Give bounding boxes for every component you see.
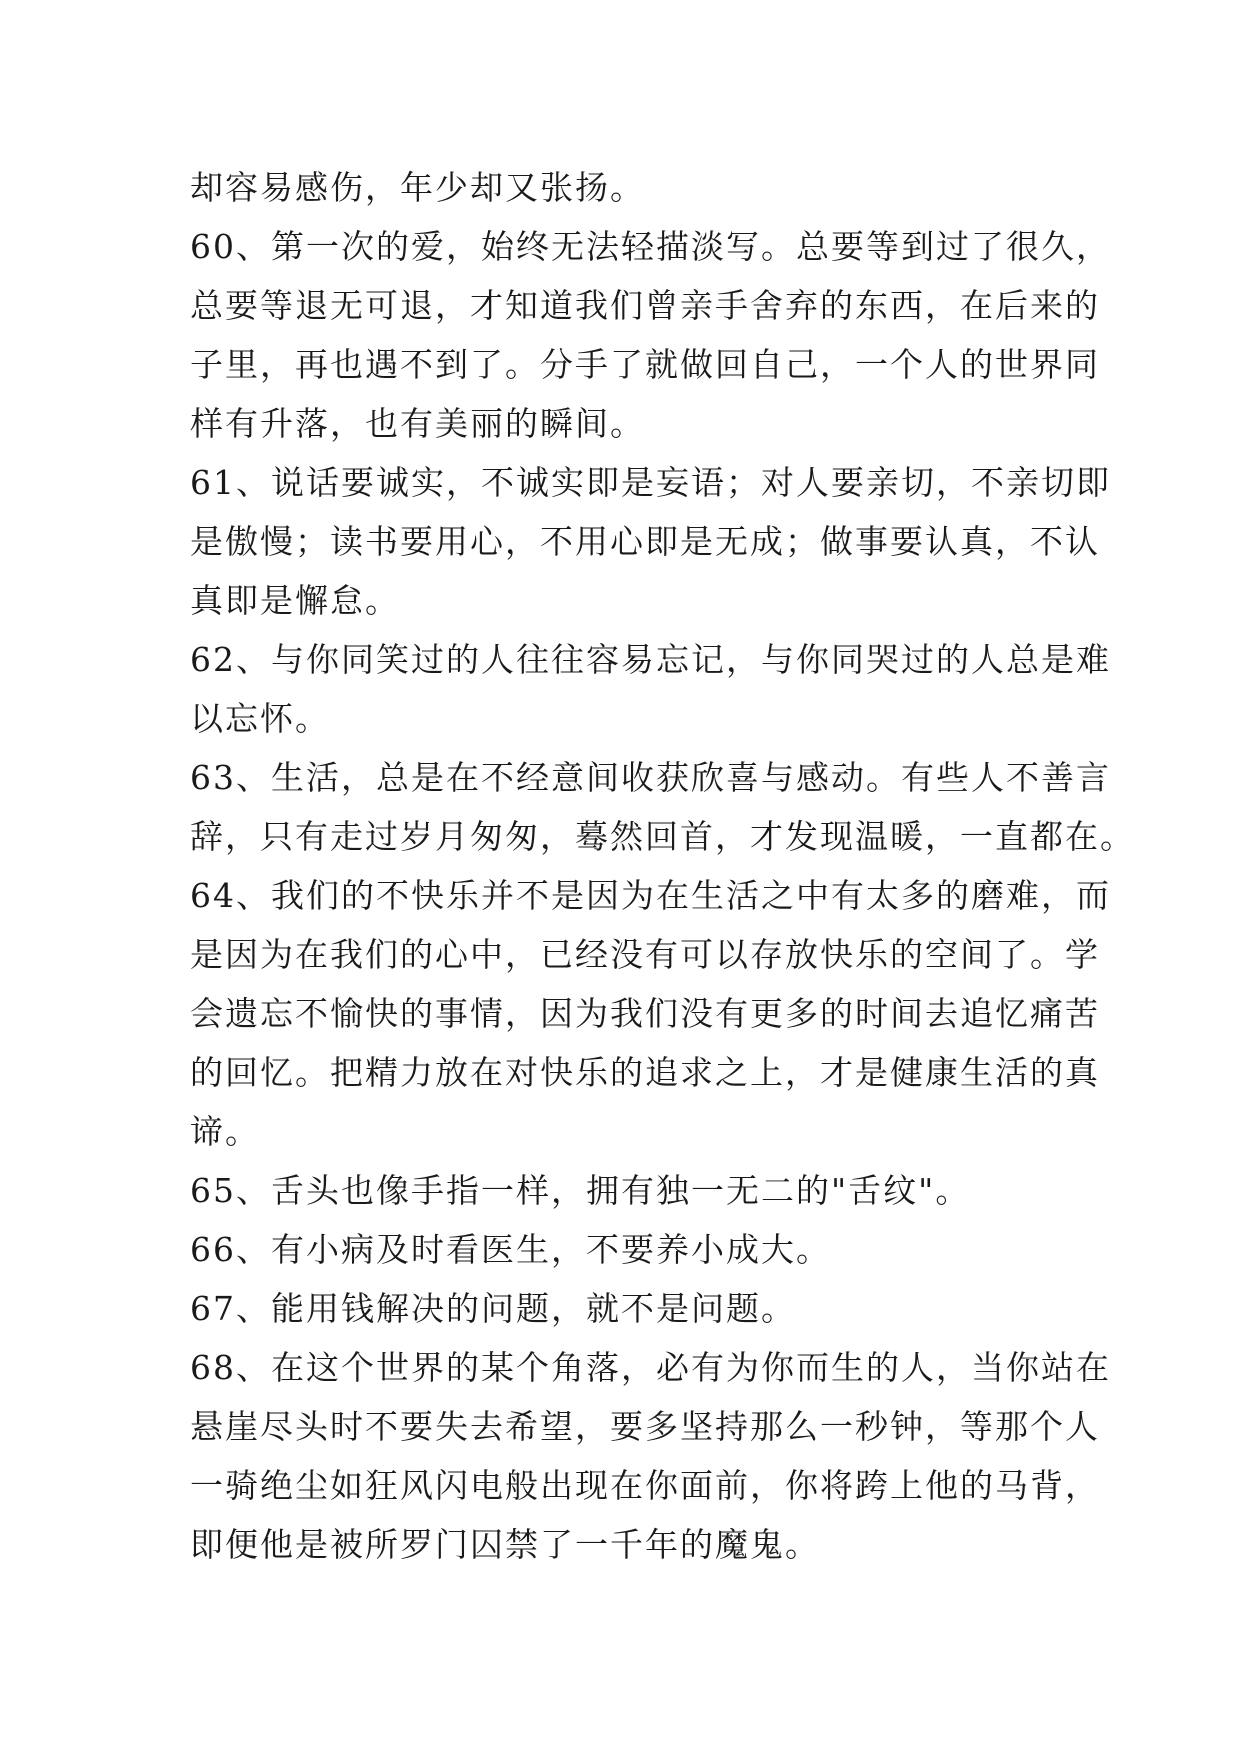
paragraph-67 (190, 1279, 1070, 1338)
text-line: 谛。 (190, 1112, 260, 1151)
text-line: 63、生活，总是在不经意间收获欣喜与感动。有些人不善言 (190, 758, 1111, 797)
text-line: 却容易感伤，年少却又张扬。 (190, 168, 645, 207)
paragraph-63 (190, 748, 1135, 866)
paragraph-64 (190, 866, 1111, 1161)
text-line: 即便他是被所罗门囚禁了一千年的魔鬼。 (190, 1525, 820, 1564)
text-line: 辞，只有走过岁月匆匆，蓦然回首，才发现温暖，一直都在。 (190, 817, 1135, 856)
text-line: 悬崖尽头时不要失去希望，要多坚持那么一秒钟，等那个人 (190, 1407, 1100, 1446)
text-line: 60、第一次的爱，始终无法轻描淡写。总要等到过了很久， (190, 227, 1111, 266)
text-line: 一骑绝尘如狂风闪电般出现在你面前，你将跨上他的马背， (190, 1466, 1100, 1505)
text-line: 样有升落，也有美丽的瞬间。 (190, 404, 645, 443)
text-line: 65、舌头也像手指一样，拥有独一无二的"舌纹"。 (190, 1171, 971, 1210)
text-line: 真即是懈怠。 (190, 581, 400, 620)
text-line: 61、说话要诚实，不诚实即是妄语；对人要亲切，不亲切即 (190, 463, 1111, 502)
text-line: 64、我们的不快乐并不是因为在生活之中有太多的磨难，而 (190, 876, 1111, 915)
paragraph-62 (190, 630, 1111, 748)
text-line: 67、能用钱解决的问题，就不是问题。 (190, 1289, 796, 1328)
text-line: 62、与你同笑过的人往往容易忘记，与你同哭过的人总是难 (190, 640, 1111, 679)
paragraph-60 (190, 217, 1111, 453)
text-line: 是因为在我们的心中，已经没有可以存放快乐的空间了。学 (190, 935, 1100, 974)
paragraph-68 (190, 1338, 1111, 1574)
paragraph-66 (190, 1220, 1070, 1279)
text-line: 子里，再也遇不到了。分手了就做回自己，一个人的世界同 (190, 345, 1100, 384)
text-line: 总要等退无可退，才知道我们曾亲手舍弃的东西，在后来的 (190, 286, 1100, 325)
text-line: 66、有小病及时看医生，不要养小成大。 (190, 1230, 831, 1269)
paragraph-61 (190, 453, 1111, 630)
text-line: 是傲慢；读书要用心，不用心即是无成；做事要认真，不认 (190, 522, 1100, 561)
paragraph-continuation (190, 158, 1070, 217)
text-line: 会遗忘不愉快的事情，因为我们没有更多的时间去追忆痛苦 (190, 994, 1100, 1033)
text-line: 的回忆。把精力放在对快乐的追求之上，才是健康生活的真 (190, 1053, 1100, 1092)
text-line: 以忘怀。 (190, 699, 330, 738)
paragraph-65 (190, 1161, 1070, 1220)
text-line: 68、在这个世界的某个角落，必有为你而生的人，当你站在 (190, 1348, 1111, 1387)
